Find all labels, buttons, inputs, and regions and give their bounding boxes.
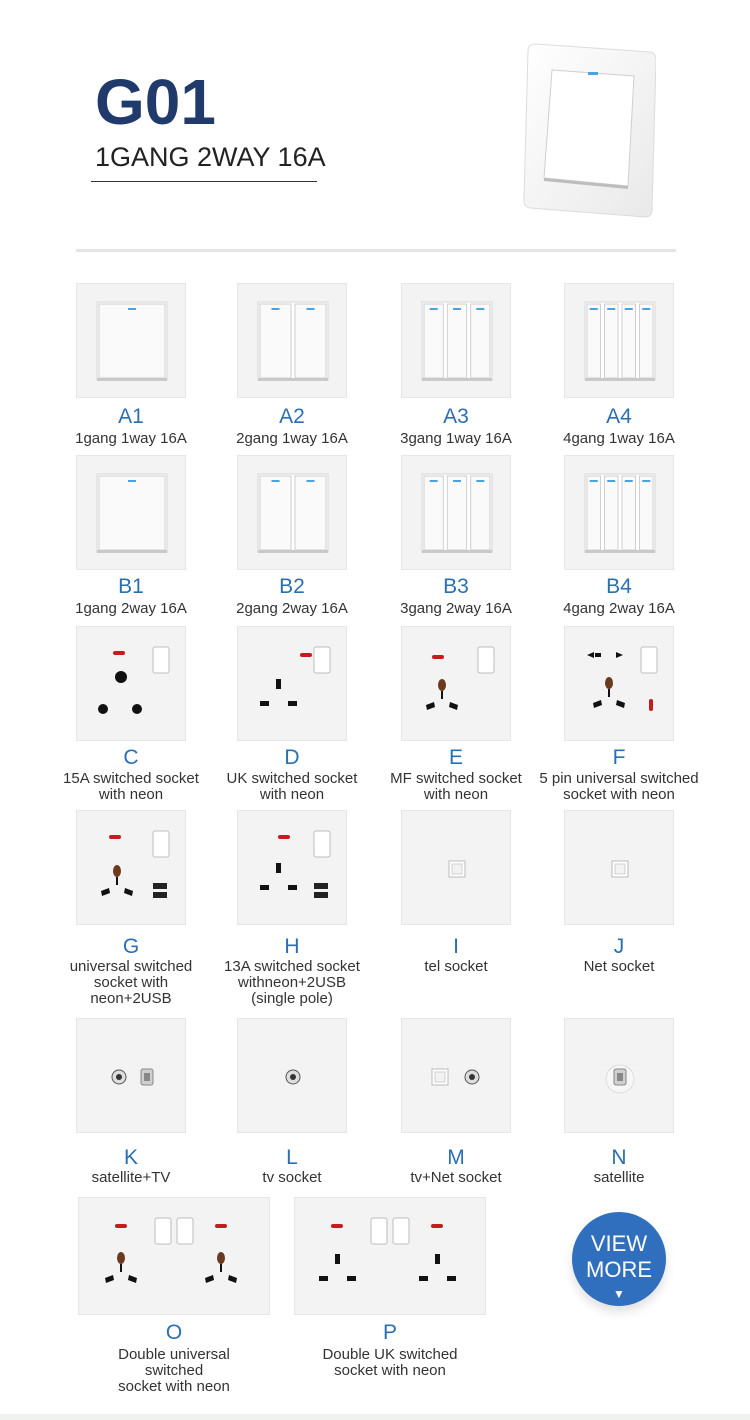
product-image-a2 [238,284,348,399]
page-bottom-border [0,1414,750,1420]
product-description: Double universal switched socket with neon [118,1346,230,1395]
product-code: F [612,746,626,769]
product-code: B4 [606,575,632,598]
product-tile-p[interactable] [294,1197,486,1315]
product-code: D [284,746,300,769]
product-code: A1 [118,405,144,428]
product-image-g [77,811,187,926]
product-description: 13A switched socket withneon+2USB (single pole) [224,958,360,1007]
product-image-f [565,627,675,742]
product-image-a4 [565,284,675,399]
product-tile-k[interactable] [76,1018,186,1133]
product-description: 1gang 2way 16A [75,600,187,617]
product-tile-a3[interactable] [401,283,511,398]
view-more-line2: MORE [586,1257,652,1282]
product-description: 15A switched socket with neon [63,770,199,803]
product-description: 4gang 1way 16A [563,430,675,447]
product-tile-b2[interactable] [237,455,347,570]
product-description: 2gang 1way 16A [236,430,348,447]
product-code: H [284,935,300,958]
product-tile-g[interactable] [76,810,186,925]
model-title: G01 [95,66,216,138]
product-tile-b3[interactable] [401,455,511,570]
product-code: B1 [118,575,144,598]
product-description: satellite [593,1169,645,1186]
product-description: tv+Net socket [410,1169,502,1186]
product-image-b4 [565,456,675,571]
product-tile-b1[interactable] [76,455,186,570]
product-code: O [165,1321,183,1344]
title-underline [91,181,317,182]
product-tile-n[interactable] [564,1018,674,1133]
product-tile-f[interactable] [564,626,674,741]
product-tile-j[interactable] [564,810,674,925]
product-tile-a1[interactable] [76,283,186,398]
section-divider [76,249,676,252]
product-image-a3 [402,284,512,399]
product-description: 1gang 1way 16A [75,430,187,447]
product-image-n [565,1019,675,1134]
product-image-b2 [238,456,348,571]
product-description: 3gang 2way 16A [400,600,512,617]
product-image-i [402,811,512,926]
product-image-k [77,1019,187,1134]
product-description: satellite+TV [91,1169,171,1186]
product-image-h [238,811,348,926]
product-description: 2gang 2way 16A [236,600,348,617]
product-description: 5 pin universal switched socket with neon [539,770,699,803]
product-description: UK switched socket with neon [226,770,358,803]
product-image-j [565,811,675,926]
product-image-l [238,1019,348,1134]
product-image-p [295,1198,487,1316]
product-tile-e[interactable] [401,626,511,741]
product-code: A4 [606,405,632,428]
product-image-d [238,627,348,742]
product-code: J [613,935,625,958]
product-tile-b4[interactable] [564,455,674,570]
product-tile-c[interactable] [76,626,186,741]
product-code: A3 [443,405,469,428]
product-code: E [448,746,463,769]
hero-switch-image [522,42,656,218]
view-more-arrow-icon: ▼ [613,1287,625,1301]
product-code: I [453,935,459,958]
product-tile-h[interactable] [237,810,347,925]
product-code: K [123,1146,138,1169]
product-image-m [402,1019,512,1134]
model-subtitle: 1GANG 2WAY 16A [95,142,326,172]
product-description: 4gang 2way 16A [563,600,675,617]
product-description: Double UK switched socket with neon [322,1346,458,1379]
product-code: L [286,1146,298,1169]
product-tile-i[interactable] [401,810,511,925]
product-description: universal switched socket with neon+2USB [69,958,193,1007]
product-image-a1 [77,284,187,399]
product-image-o [79,1198,271,1316]
product-description: tv socket [262,1169,322,1186]
view-more-button[interactable] [572,1212,666,1306]
product-code: N [611,1146,627,1169]
product-code: M [447,1146,465,1169]
product-tile-d[interactable] [237,626,347,741]
product-description: Net socket [583,958,655,975]
product-tile-l[interactable] [237,1018,347,1133]
product-image-c [77,627,187,742]
view-more-line1: VIEW [590,1231,648,1256]
product-image-b1 [77,456,187,571]
product-code: A2 [279,405,305,428]
product-description: 3gang 1way 16A [400,430,512,447]
product-tile-o[interactable] [78,1197,270,1315]
product-description: tel socket [424,958,488,975]
product-description: MF switched socket with neon [390,770,522,803]
product-image-b3 [402,456,512,571]
product-code: B2 [279,575,305,598]
product-code: P [382,1321,397,1344]
product-image-e [402,627,512,742]
product-tile-a4[interactable] [564,283,674,398]
product-code: C [123,746,139,769]
product-code: B3 [443,575,469,598]
product-tile-m[interactable] [401,1018,511,1133]
product-tile-a2[interactable] [237,283,347,398]
product-code: G [122,935,140,958]
